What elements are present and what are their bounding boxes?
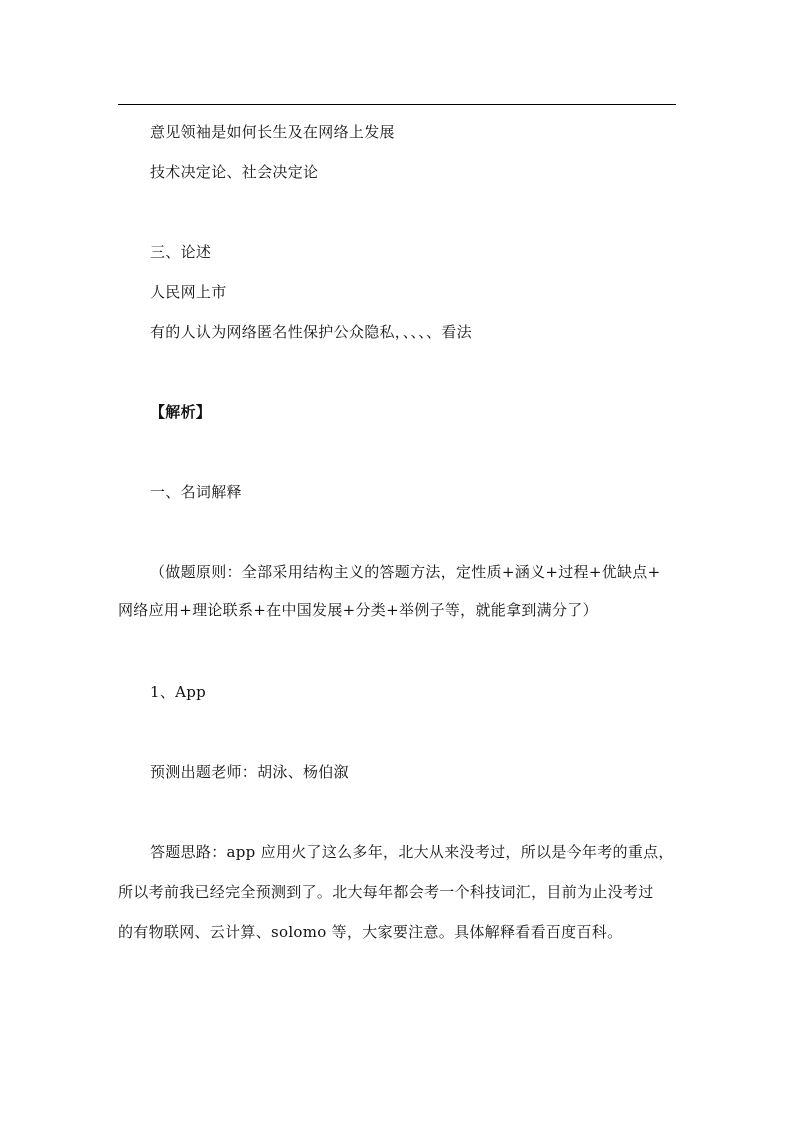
paragraph-line: 答题思路：app 应用火了这么多年，北大从来没考过，所以是今年考的重点，: [150, 843, 674, 861]
section-heading: 一、名词解释: [150, 483, 242, 501]
item-heading: 1、App: [150, 683, 207, 701]
text-line: 人民网上市: [150, 283, 227, 301]
paragraph-line: 的有物联网、云计算、solomo 等，大家要注意。具体解释看看百度百科。: [118, 923, 623, 941]
analysis-heading: 【解析】: [150, 403, 212, 421]
header-rule: [118, 104, 676, 105]
text-line: 有的人认为网络匿名性保护公众隐私，、、、、看法: [150, 323, 472, 341]
paragraph-line: 网络应用+理论联系+在中国发展+分类+举例子等，就能拿到满分了）: [118, 601, 598, 619]
section-heading: 三、论述: [150, 243, 212, 261]
paragraph-line: （做题原则：全部采用结构主义的答题方法，定性质+涵义+过程+优缺点+: [150, 563, 661, 581]
text-line: 预测出题老师：胡泳、杨伯溆: [150, 763, 349, 781]
text-line: 意见领袖是如何长生及在网络上发展: [150, 123, 395, 141]
text-line: 技术决定论、社会决定论: [150, 163, 319, 181]
paragraph-line: 所以考前我已经完全预测到了。北大每年都会考一个科技词汇，目前为止没考过: [118, 883, 654, 901]
